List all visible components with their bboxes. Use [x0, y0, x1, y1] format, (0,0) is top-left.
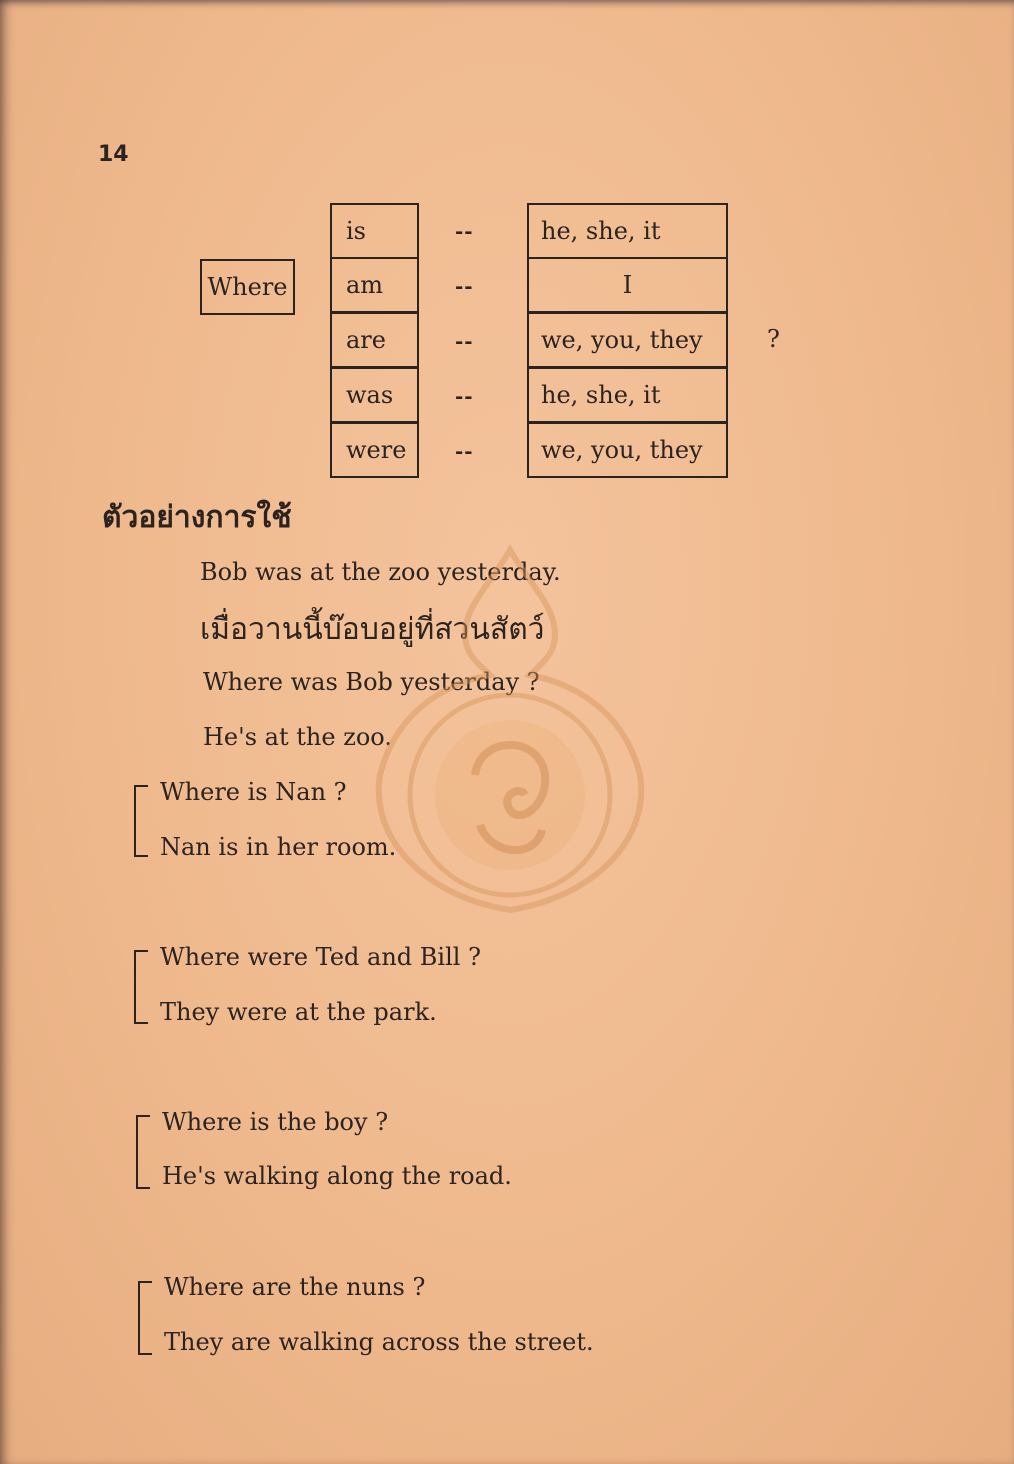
- verb-was: was: [330, 367, 419, 423]
- pronoun-we-you-they: we, you, they: [527, 312, 728, 368]
- example-sentence: Bob was at the zoo yesterday.: [200, 558, 561, 586]
- pronoun-he-she-it: he, she, it: [527, 203, 728, 259]
- emblem-watermark: [370, 545, 650, 915]
- example-answer: He's at the zoo.: [203, 723, 392, 751]
- dash-1: --: [455, 219, 474, 243]
- pronoun-we-you-they-past: we, you, they: [527, 422, 728, 478]
- bracket-1: [134, 785, 148, 857]
- pair-4-answer: They are walking across the street.: [164, 1328, 594, 1356]
- dash-4: --: [455, 384, 474, 408]
- pair-4-question: Where are the nuns ?: [164, 1273, 426, 1301]
- where-box: Where: [200, 259, 295, 315]
- verb-were: were: [330, 422, 419, 478]
- pair-2-answer: They were at the park.: [160, 998, 437, 1026]
- dash-3: --: [455, 329, 474, 353]
- pair-3-answer: He's walking along the road.: [162, 1162, 512, 1190]
- bracket-4: [138, 1281, 152, 1355]
- verb-are: are: [330, 312, 419, 368]
- verb-is: is: [330, 203, 419, 259]
- question-mark: ?: [767, 325, 780, 353]
- pair-1-answer: Nan is in her room.: [160, 833, 397, 861]
- pronoun-i: I: [527, 257, 728, 313]
- page-number: 14: [98, 142, 129, 167]
- verb-am: am: [330, 257, 419, 313]
- bracket-2: [134, 950, 148, 1024]
- dash-5: --: [455, 439, 474, 463]
- pronoun-he-she-it-past: he, she, it: [527, 367, 728, 423]
- pair-1-question: Where is Nan ?: [160, 778, 347, 806]
- dash-2: --: [455, 274, 474, 298]
- pair-2-question: Where were Ted and Bill ?: [160, 943, 481, 971]
- example-thai: เมื่อวานนี้บ๊อบอยู่ที่สวนสัตว์: [200, 612, 545, 647]
- bracket-3: [136, 1115, 150, 1189]
- example-question: Where was Bob yesterday ?: [203, 668, 540, 696]
- example-heading: ตัวอย่างการใช้: [102, 500, 292, 535]
- pair-3-question: Where is the boy ?: [162, 1108, 389, 1136]
